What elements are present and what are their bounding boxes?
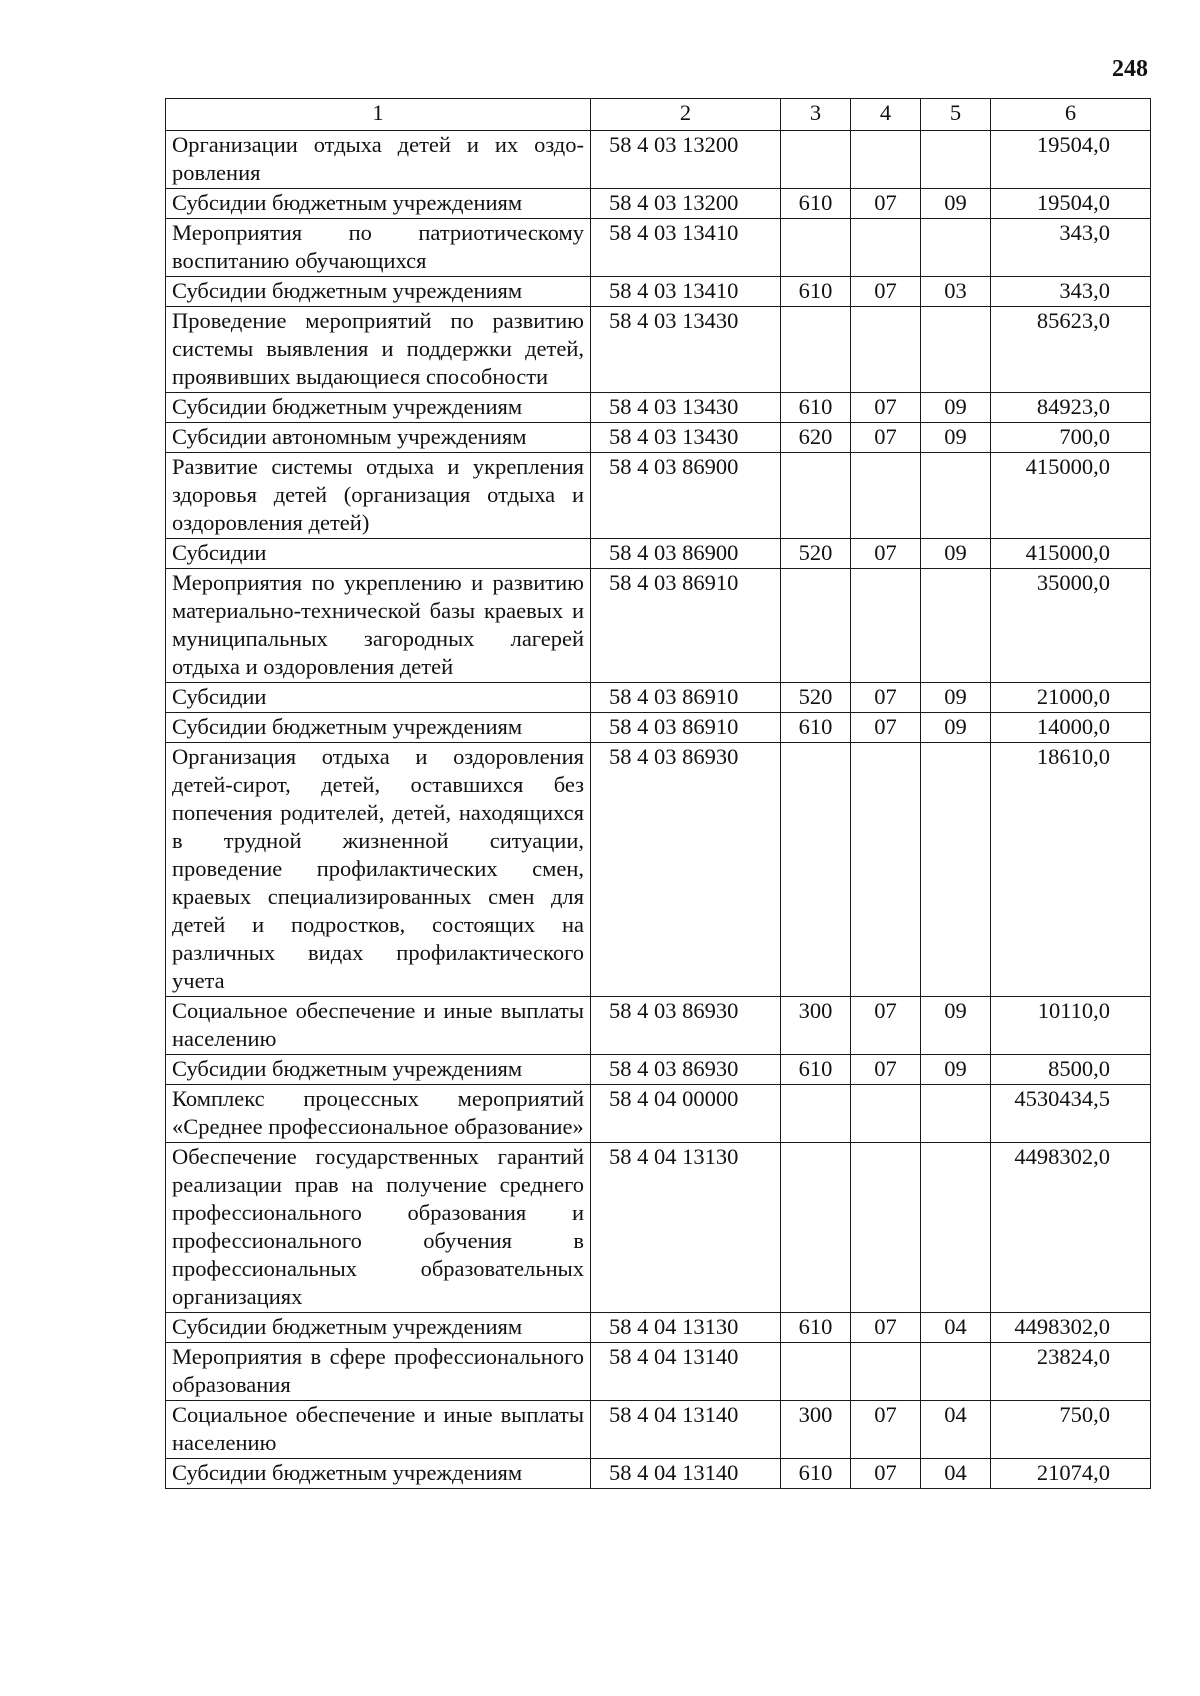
row-name-cell: Мероприятия по патриотическому воспитанию обучающихся bbox=[166, 219, 591, 277]
row-amount-cell: 19504,0 bbox=[991, 131, 1151, 189]
row-amount-cell: 35000,0 bbox=[991, 569, 1151, 683]
row-subsection-cell bbox=[921, 1085, 991, 1143]
row-section-cell bbox=[851, 219, 921, 277]
row-expense-type-cell: 300 bbox=[781, 997, 851, 1055]
row-amount-cell: 21074,0 bbox=[991, 1459, 1151, 1489]
row-subsection-cell: 04 bbox=[921, 1401, 991, 1459]
row-code-cell: 58 4 03 13430 bbox=[591, 307, 781, 393]
row-name-cell: Социальное обеспечение и иные выплаты населению bbox=[166, 1401, 591, 1459]
row-subsection-cell: 09 bbox=[921, 423, 991, 453]
row-expense-type-cell bbox=[781, 131, 851, 189]
table-row bbox=[166, 423, 1151, 453]
row-subsection-cell bbox=[921, 743, 991, 997]
row-amount-cell: 343,0 bbox=[991, 219, 1151, 277]
row-amount-cell: 415000,0 bbox=[991, 539, 1151, 569]
row-expense-type-cell bbox=[781, 1085, 851, 1143]
row-amount-cell: 84923,0 bbox=[991, 393, 1151, 423]
row-section-cell bbox=[851, 131, 921, 189]
row-code-cell: 58 4 03 86910 bbox=[591, 683, 781, 713]
header-col-1: 1 bbox=[166, 99, 591, 131]
table-row bbox=[166, 219, 1151, 277]
row-subsection-cell: 09 bbox=[921, 683, 991, 713]
header-col-3: 3 bbox=[781, 99, 851, 131]
row-code-cell: 58 4 03 13200 bbox=[591, 131, 781, 189]
row-name-cell: Развитие системы отдыха и укрепления здоровья детей (организация отдыха и оздоровления детей) bbox=[166, 453, 591, 539]
row-subsection-cell bbox=[921, 307, 991, 393]
row-subsection-cell: 09 bbox=[921, 189, 991, 219]
row-section-cell bbox=[851, 1343, 921, 1401]
row-subsection-cell bbox=[921, 219, 991, 277]
row-expense-type-cell: 610 bbox=[781, 1459, 851, 1489]
row-amount-cell: 18610,0 bbox=[991, 743, 1151, 997]
row-amount-cell: 10110,0 bbox=[991, 997, 1151, 1055]
row-subsection-cell bbox=[921, 1343, 991, 1401]
row-name-cell: Субсидии бюджетным учреждениям bbox=[166, 1313, 591, 1343]
row-name-cell: Социальное обеспечение и иные выплаты населению bbox=[166, 997, 591, 1055]
row-code-cell: 58 4 04 13140 bbox=[591, 1401, 781, 1459]
row-subsection-cell: 09 bbox=[921, 997, 991, 1055]
row-name-cell: Мероприятия по укреплению и развитию материально-технической базы краевых и муниципальных загородных лагерей отдыха и оздоровления детей bbox=[166, 569, 591, 683]
row-section-cell: 07 bbox=[851, 539, 921, 569]
header-col-2: 2 bbox=[591, 99, 781, 131]
row-name-cell: Субсидии бюджетным учреждениям bbox=[166, 393, 591, 423]
row-amount-cell: 700,0 bbox=[991, 423, 1151, 453]
row-section-cell: 07 bbox=[851, 1055, 921, 1085]
row-name-cell: Мероприятия в сфере профессионального образования bbox=[166, 1343, 591, 1401]
row-section-cell: 07 bbox=[851, 1401, 921, 1459]
row-expense-type-cell: 610 bbox=[781, 1055, 851, 1085]
row-expense-type-cell: 520 bbox=[781, 539, 851, 569]
row-code-cell: 58 4 03 13410 bbox=[591, 277, 781, 307]
table-row bbox=[166, 997, 1151, 1055]
row-section-cell bbox=[851, 743, 921, 997]
row-expense-type-cell bbox=[781, 453, 851, 539]
row-name-cell: Субсидии bbox=[166, 683, 591, 713]
row-expense-type-cell: 520 bbox=[781, 683, 851, 713]
row-code-cell: 58 4 04 13130 bbox=[591, 1143, 781, 1313]
row-expense-type-cell: 610 bbox=[781, 393, 851, 423]
row-subsection-cell bbox=[921, 131, 991, 189]
row-subsection-cell bbox=[921, 1143, 991, 1313]
row-expense-type-cell: 610 bbox=[781, 713, 851, 743]
row-name-cell: Субсидии бюджетным учреждениям bbox=[166, 713, 591, 743]
row-amount-cell: 343,0 bbox=[991, 277, 1151, 307]
row-amount-cell: 4498302,0 bbox=[991, 1143, 1151, 1313]
row-subsection-cell: 04 bbox=[921, 1313, 991, 1343]
row-amount-cell: 8500,0 bbox=[991, 1055, 1151, 1085]
row-code-cell: 58 4 04 00000 bbox=[591, 1085, 781, 1143]
row-section-cell: 07 bbox=[851, 423, 921, 453]
row-section-cell: 07 bbox=[851, 277, 921, 307]
row-subsection-cell: 09 bbox=[921, 539, 991, 569]
table-row bbox=[166, 1343, 1151, 1401]
row-code-cell: 58 4 03 86930 bbox=[591, 997, 781, 1055]
header-col-5: 5 bbox=[921, 99, 991, 131]
row-code-cell: 58 4 03 86910 bbox=[591, 713, 781, 743]
row-name-cell: Субсидии бюджетным учреждениям bbox=[166, 1055, 591, 1085]
row-expense-type-cell bbox=[781, 1143, 851, 1313]
row-name-cell: Проведение мероприятий по развитию системы выявления и поддержки детей, проявивших выдающиеся способности bbox=[166, 307, 591, 393]
row-amount-cell: 4530434,5 bbox=[991, 1085, 1151, 1143]
row-name-cell: Субсидии бюджетным учреждениям bbox=[166, 189, 591, 219]
table-row bbox=[166, 569, 1151, 683]
row-subsection-cell bbox=[921, 569, 991, 683]
row-code-cell: 58 4 03 86910 bbox=[591, 569, 781, 683]
table-row bbox=[166, 539, 1151, 569]
table-row bbox=[166, 1143, 1151, 1313]
row-amount-cell: 85623,0 bbox=[991, 307, 1151, 393]
row-expense-type-cell bbox=[781, 219, 851, 277]
row-subsection-cell: 09 bbox=[921, 1055, 991, 1085]
table-row bbox=[166, 1313, 1151, 1343]
table-row bbox=[166, 713, 1151, 743]
table-row bbox=[166, 307, 1151, 393]
row-section-cell bbox=[851, 1085, 921, 1143]
row-expense-type-cell bbox=[781, 307, 851, 393]
row-subsection-cell: 09 bbox=[921, 393, 991, 423]
row-section-cell bbox=[851, 453, 921, 539]
table-row bbox=[166, 1401, 1151, 1459]
table-row bbox=[166, 1459, 1151, 1489]
row-name-cell: Субсидии бюджетным учреждениям bbox=[166, 277, 591, 307]
row-expense-type-cell: 610 bbox=[781, 1313, 851, 1343]
row-code-cell: 58 4 03 13430 bbox=[591, 393, 781, 423]
row-amount-cell: 415000,0 bbox=[991, 453, 1151, 539]
table-row bbox=[166, 1055, 1151, 1085]
row-code-cell: 58 4 04 13140 bbox=[591, 1459, 781, 1489]
page-number: 248 bbox=[1112, 56, 1148, 82]
row-amount-cell: 19504,0 bbox=[991, 189, 1151, 219]
table-row bbox=[166, 277, 1151, 307]
row-code-cell: 58 4 04 13130 bbox=[591, 1313, 781, 1343]
header-col-4: 4 bbox=[851, 99, 921, 131]
row-expense-type-cell: 610 bbox=[781, 277, 851, 307]
row-expense-type-cell: 620 bbox=[781, 423, 851, 453]
row-subsection-cell: 09 bbox=[921, 713, 991, 743]
row-section-cell: 07 bbox=[851, 393, 921, 423]
table-row bbox=[166, 453, 1151, 539]
row-amount-cell: 4498302,0 bbox=[991, 1313, 1151, 1343]
row-amount-cell: 21000,0 bbox=[991, 683, 1151, 713]
row-expense-type-cell: 300 bbox=[781, 1401, 851, 1459]
row-amount-cell: 750,0 bbox=[991, 1401, 1151, 1459]
table-body bbox=[166, 131, 1151, 1489]
row-expense-type-cell bbox=[781, 743, 851, 997]
row-section-cell: 07 bbox=[851, 997, 921, 1055]
row-code-cell: 58 4 03 13410 bbox=[591, 219, 781, 277]
row-code-cell: 58 4 04 13140 bbox=[591, 1343, 781, 1401]
row-section-cell: 07 bbox=[851, 683, 921, 713]
row-name-cell: Обеспечение государственных гарантий реализации прав на получение среднего профессионального образования и профессионального обучения в профессиональных образовательных организациях bbox=[166, 1143, 591, 1313]
row-name-cell: Субсидии bbox=[166, 539, 591, 569]
table-row bbox=[166, 393, 1151, 423]
row-name-cell: Субсидии автономным учреждениям bbox=[166, 423, 591, 453]
row-code-cell: 58 4 03 86930 bbox=[591, 743, 781, 997]
row-name-cell: Субсидии бюджетным учреждениям bbox=[166, 1459, 591, 1489]
table-row bbox=[166, 743, 1151, 997]
row-code-cell: 58 4 03 86900 bbox=[591, 539, 781, 569]
table-row bbox=[166, 1085, 1151, 1143]
row-section-cell: 07 bbox=[851, 1313, 921, 1343]
row-subsection-cell: 04 bbox=[921, 1459, 991, 1489]
row-code-cell: 58 4 03 13430 bbox=[591, 423, 781, 453]
row-subsection-cell bbox=[921, 453, 991, 539]
row-subsection-cell: 03 bbox=[921, 277, 991, 307]
row-section-cell: 07 bbox=[851, 1459, 921, 1489]
row-expense-type-cell bbox=[781, 569, 851, 683]
row-section-cell: 07 bbox=[851, 189, 921, 219]
table-header-row bbox=[166, 99, 1151, 131]
header-col-6: 6 bbox=[991, 99, 1151, 131]
row-code-cell: 58 4 03 86930 bbox=[591, 1055, 781, 1085]
budget-table bbox=[165, 98, 1151, 1489]
table-row bbox=[166, 189, 1151, 219]
row-name-cell: Организации отдыха детей и их оздоровления bbox=[166, 131, 591, 189]
row-section-cell bbox=[851, 307, 921, 393]
table-row bbox=[166, 683, 1151, 713]
row-code-cell: 58 4 03 86900 bbox=[591, 453, 781, 539]
row-amount-cell: 23824,0 bbox=[991, 1343, 1151, 1401]
table-row bbox=[166, 131, 1151, 189]
row-section-cell: 07 bbox=[851, 713, 921, 743]
row-name-cell: Организация отдыха и оздоровления детей-сирот, детей, оставшихся без попечения родителей, детей, находящихся в трудной жизненной ситуации, проведение профилактических смен, краевых специализированных смен для детей и подростков, состоящих на различных видах профилактического учета bbox=[166, 743, 591, 997]
row-section-cell bbox=[851, 569, 921, 683]
row-name-cell: Комплекс процессных мероприятий «Среднее профессиональное образование» bbox=[166, 1085, 591, 1143]
row-expense-type-cell bbox=[781, 1343, 851, 1401]
row-amount-cell: 14000,0 bbox=[991, 713, 1151, 743]
row-expense-type-cell: 610 bbox=[781, 189, 851, 219]
row-section-cell bbox=[851, 1143, 921, 1313]
row-code-cell: 58 4 03 13200 bbox=[591, 189, 781, 219]
